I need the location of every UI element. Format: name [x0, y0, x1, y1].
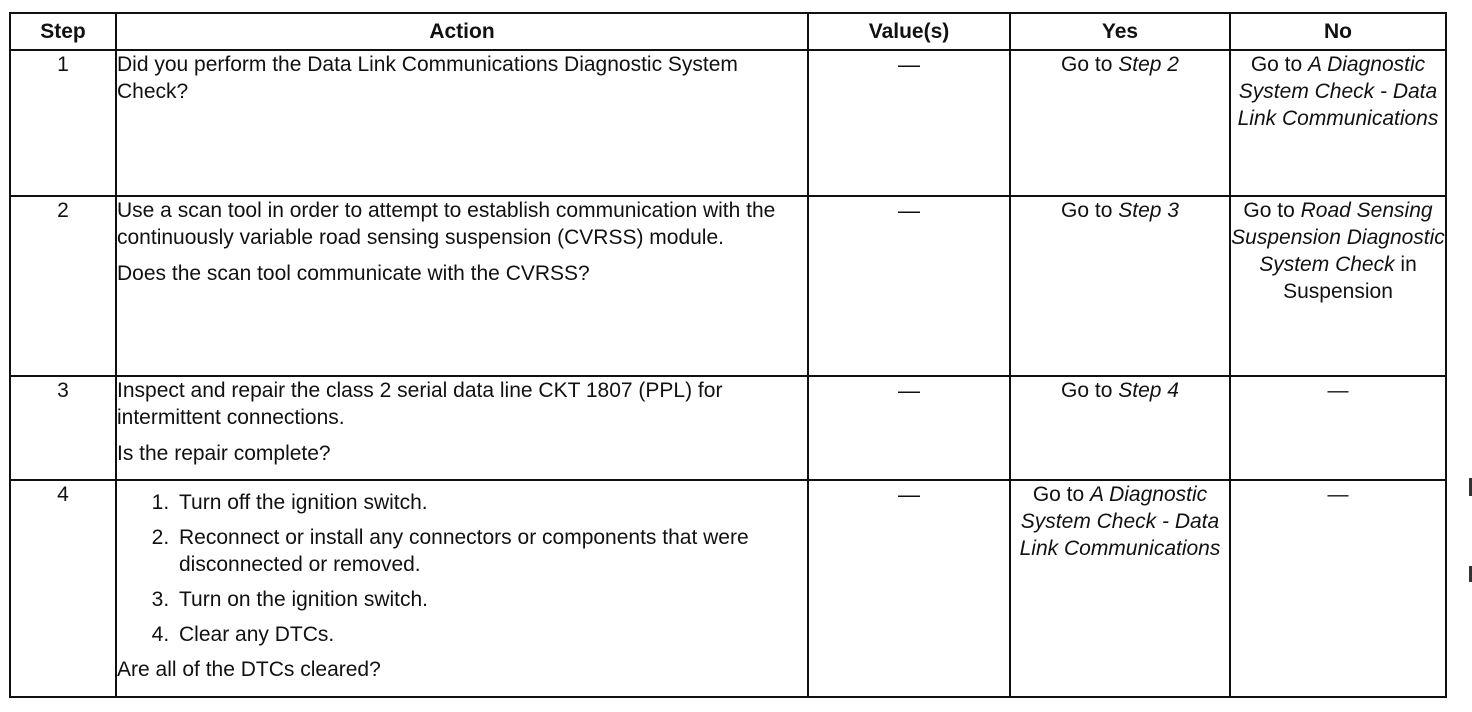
- no-link[interactable]: A Diagnostic System Check - Data Link Communications: [1237, 53, 1439, 130]
- action-question: Is the repair complete?: [117, 442, 331, 465]
- header-action: Action: [116, 13, 808, 50]
- step-number: 3: [10, 376, 116, 480]
- procedure-step: 1. Turn off the ignition switch.: [175, 489, 807, 516]
- no-cell: —: [1230, 376, 1446, 480]
- procedure-step: 4. Clear any DTCs.: [175, 621, 807, 648]
- action-cell: [116, 480, 808, 697]
- table-row: [10, 50, 1446, 196]
- yes-prefix: Go to: [1061, 199, 1119, 222]
- yes-cell: [1010, 196, 1230, 376]
- step-number: 4: [10, 480, 116, 697]
- yes-link[interactable]: Step 2: [1118, 53, 1179, 76]
- step-number: 1: [10, 50, 116, 196]
- value-cell: —: [808, 480, 1010, 697]
- no-cell: [1230, 50, 1446, 196]
- action-cell: [116, 50, 808, 196]
- action-text: Inspect and repair the class 2 serial data line CKT 1807 (PPL) for intermittent connections.: [117, 379, 723, 429]
- no-suffix: in Suspension: [1283, 253, 1417, 303]
- yes-link[interactable]: Step 4: [1118, 379, 1179, 402]
- procedure-step: 2. Reconnect or install any connectors or components that were disconnected or removed.: [175, 524, 807, 578]
- action-cell: [116, 376, 808, 480]
- header-step: Step: [10, 13, 116, 50]
- diagnostic-table: [9, 12, 1447, 698]
- yes-prefix: Go to: [1032, 483, 1091, 506]
- no-link[interactable]: Road Sensing Suspension Diagnostic System Check: [1231, 199, 1445, 276]
- table-header-row: [10, 13, 1446, 50]
- yes-cell: [1010, 50, 1230, 196]
- table-row: [10, 376, 1446, 480]
- action-cell: [116, 196, 808, 376]
- yes-link[interactable]: Step 3: [1118, 199, 1179, 222]
- table-row: [10, 480, 1446, 697]
- action-text: Did you perform the Data Link Communications Diagnostic System Check?: [117, 53, 738, 103]
- action-question: Does the scan tool communicate with the CVRSS?: [117, 262, 590, 285]
- header-yes: Yes: [1010, 13, 1230, 50]
- procedure-step: 3. Turn on the ignition switch.: [175, 586, 807, 613]
- header-values: Value(s): [808, 13, 1010, 50]
- action-question: Are all of the DTCs cleared?: [117, 658, 381, 681]
- yes-link[interactable]: A Diagnostic System Check - Data Link Communications: [1019, 483, 1221, 560]
- yes-prefix: Go to: [1061, 379, 1119, 402]
- yes-cell: [1010, 480, 1230, 697]
- no-cell: —: [1230, 480, 1446, 697]
- no-prefix: Go to: [1250, 53, 1309, 76]
- value-cell: —: [808, 376, 1010, 480]
- value-cell: —: [808, 50, 1010, 196]
- step-number: 2: [10, 196, 116, 376]
- yes-cell: [1010, 376, 1230, 480]
- value-cell: —: [808, 196, 1010, 376]
- table-row: [10, 196, 1446, 376]
- action-text: Use a scan tool in order to attempt to establish communication with the continuously variable road sensing suspension (CVRSS) module.: [117, 199, 776, 249]
- procedure-list: [117, 489, 807, 648]
- yes-prefix: Go to: [1061, 53, 1119, 76]
- no-prefix: Go to: [1243, 199, 1301, 222]
- header-no: No: [1230, 13, 1446, 50]
- no-cell: [1230, 196, 1446, 376]
